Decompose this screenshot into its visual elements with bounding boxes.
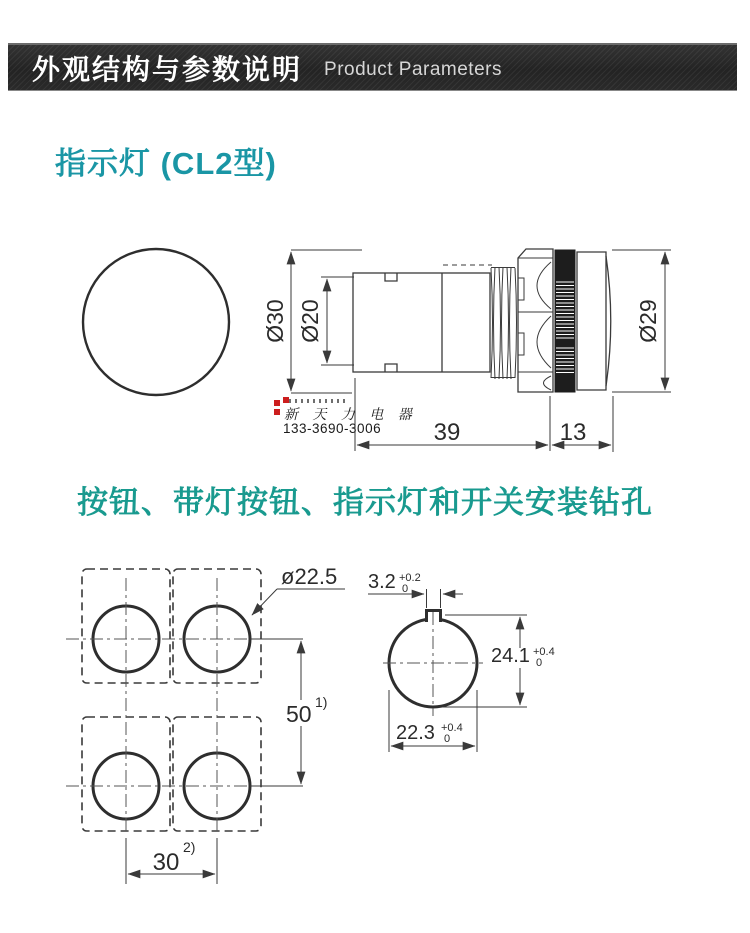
dim-tol-3-2-plus: +0.2: [399, 572, 421, 584]
dim-tol-3-2-zero: 0: [402, 583, 409, 595]
dim-tol-24-1-plus: +0.4: [533, 646, 555, 658]
dim-label-dia30: Ø30: [262, 299, 288, 343]
dim-dia29: [612, 250, 671, 392]
header-title-en: Product Parameters: [324, 58, 502, 80]
dim-hole-width: [389, 690, 477, 752]
dim-label-dia20: Ø20: [297, 299, 323, 343]
dim-tol-22-3-plus: +0.4: [441, 722, 463, 734]
dim-dia20: [297, 277, 354, 365]
indicator-front-view: [83, 249, 229, 395]
watermark-phone: 133-3690-3006: [283, 421, 382, 436]
fixing-nut: [518, 249, 553, 392]
indicator-section-title: 指示灯 (CL2型): [55, 146, 277, 181]
drill-pattern-grid: [66, 564, 345, 884]
dim-label-39: 39: [433, 419, 461, 446]
dim-label-30: 30: [152, 849, 180, 876]
dim-note-2: 2): [183, 839, 196, 855]
indicator-side-view: [262, 249, 671, 452]
thread-profile: [491, 267, 517, 379]
dim-label-13: 13: [559, 419, 587, 446]
dim-length13: [552, 396, 613, 452]
lens-head: [577, 252, 611, 390]
dim-label-24-1: 24.1: [491, 645, 530, 667]
dim-hole-diameter: [252, 564, 345, 615]
dim-length39: [355, 378, 550, 451]
dim-label-3-2: 3.2: [368, 571, 396, 593]
dim-tol-22-3-zero: 0: [444, 733, 451, 745]
header-title-cn: 外观结构与参数说明: [32, 53, 303, 85]
dim-vertical-spacing: [286, 641, 327, 784]
dim-horizontal-spacing: [126, 838, 217, 884]
watermark-brand: 新 天 力 电 器: [284, 407, 417, 423]
dim-label-hole-dia: ø22.5: [281, 564, 338, 589]
dim-note-1: 1): [315, 694, 328, 710]
drill-single-hole: [368, 571, 555, 752]
dim-notch-width: [368, 571, 463, 608]
knurled-ring: [555, 250, 575, 392]
dim-label-dia29: Ø29: [635, 299, 661, 343]
drill-section-title: 按钮、带灯按钮、指示灯和开关安装钻孔: [77, 485, 653, 520]
dim-tol-24-1-zero: 0: [536, 657, 543, 669]
dim-label-22-3: 22.3: [396, 722, 435, 744]
dim-label-50: 50: [286, 701, 312, 727]
